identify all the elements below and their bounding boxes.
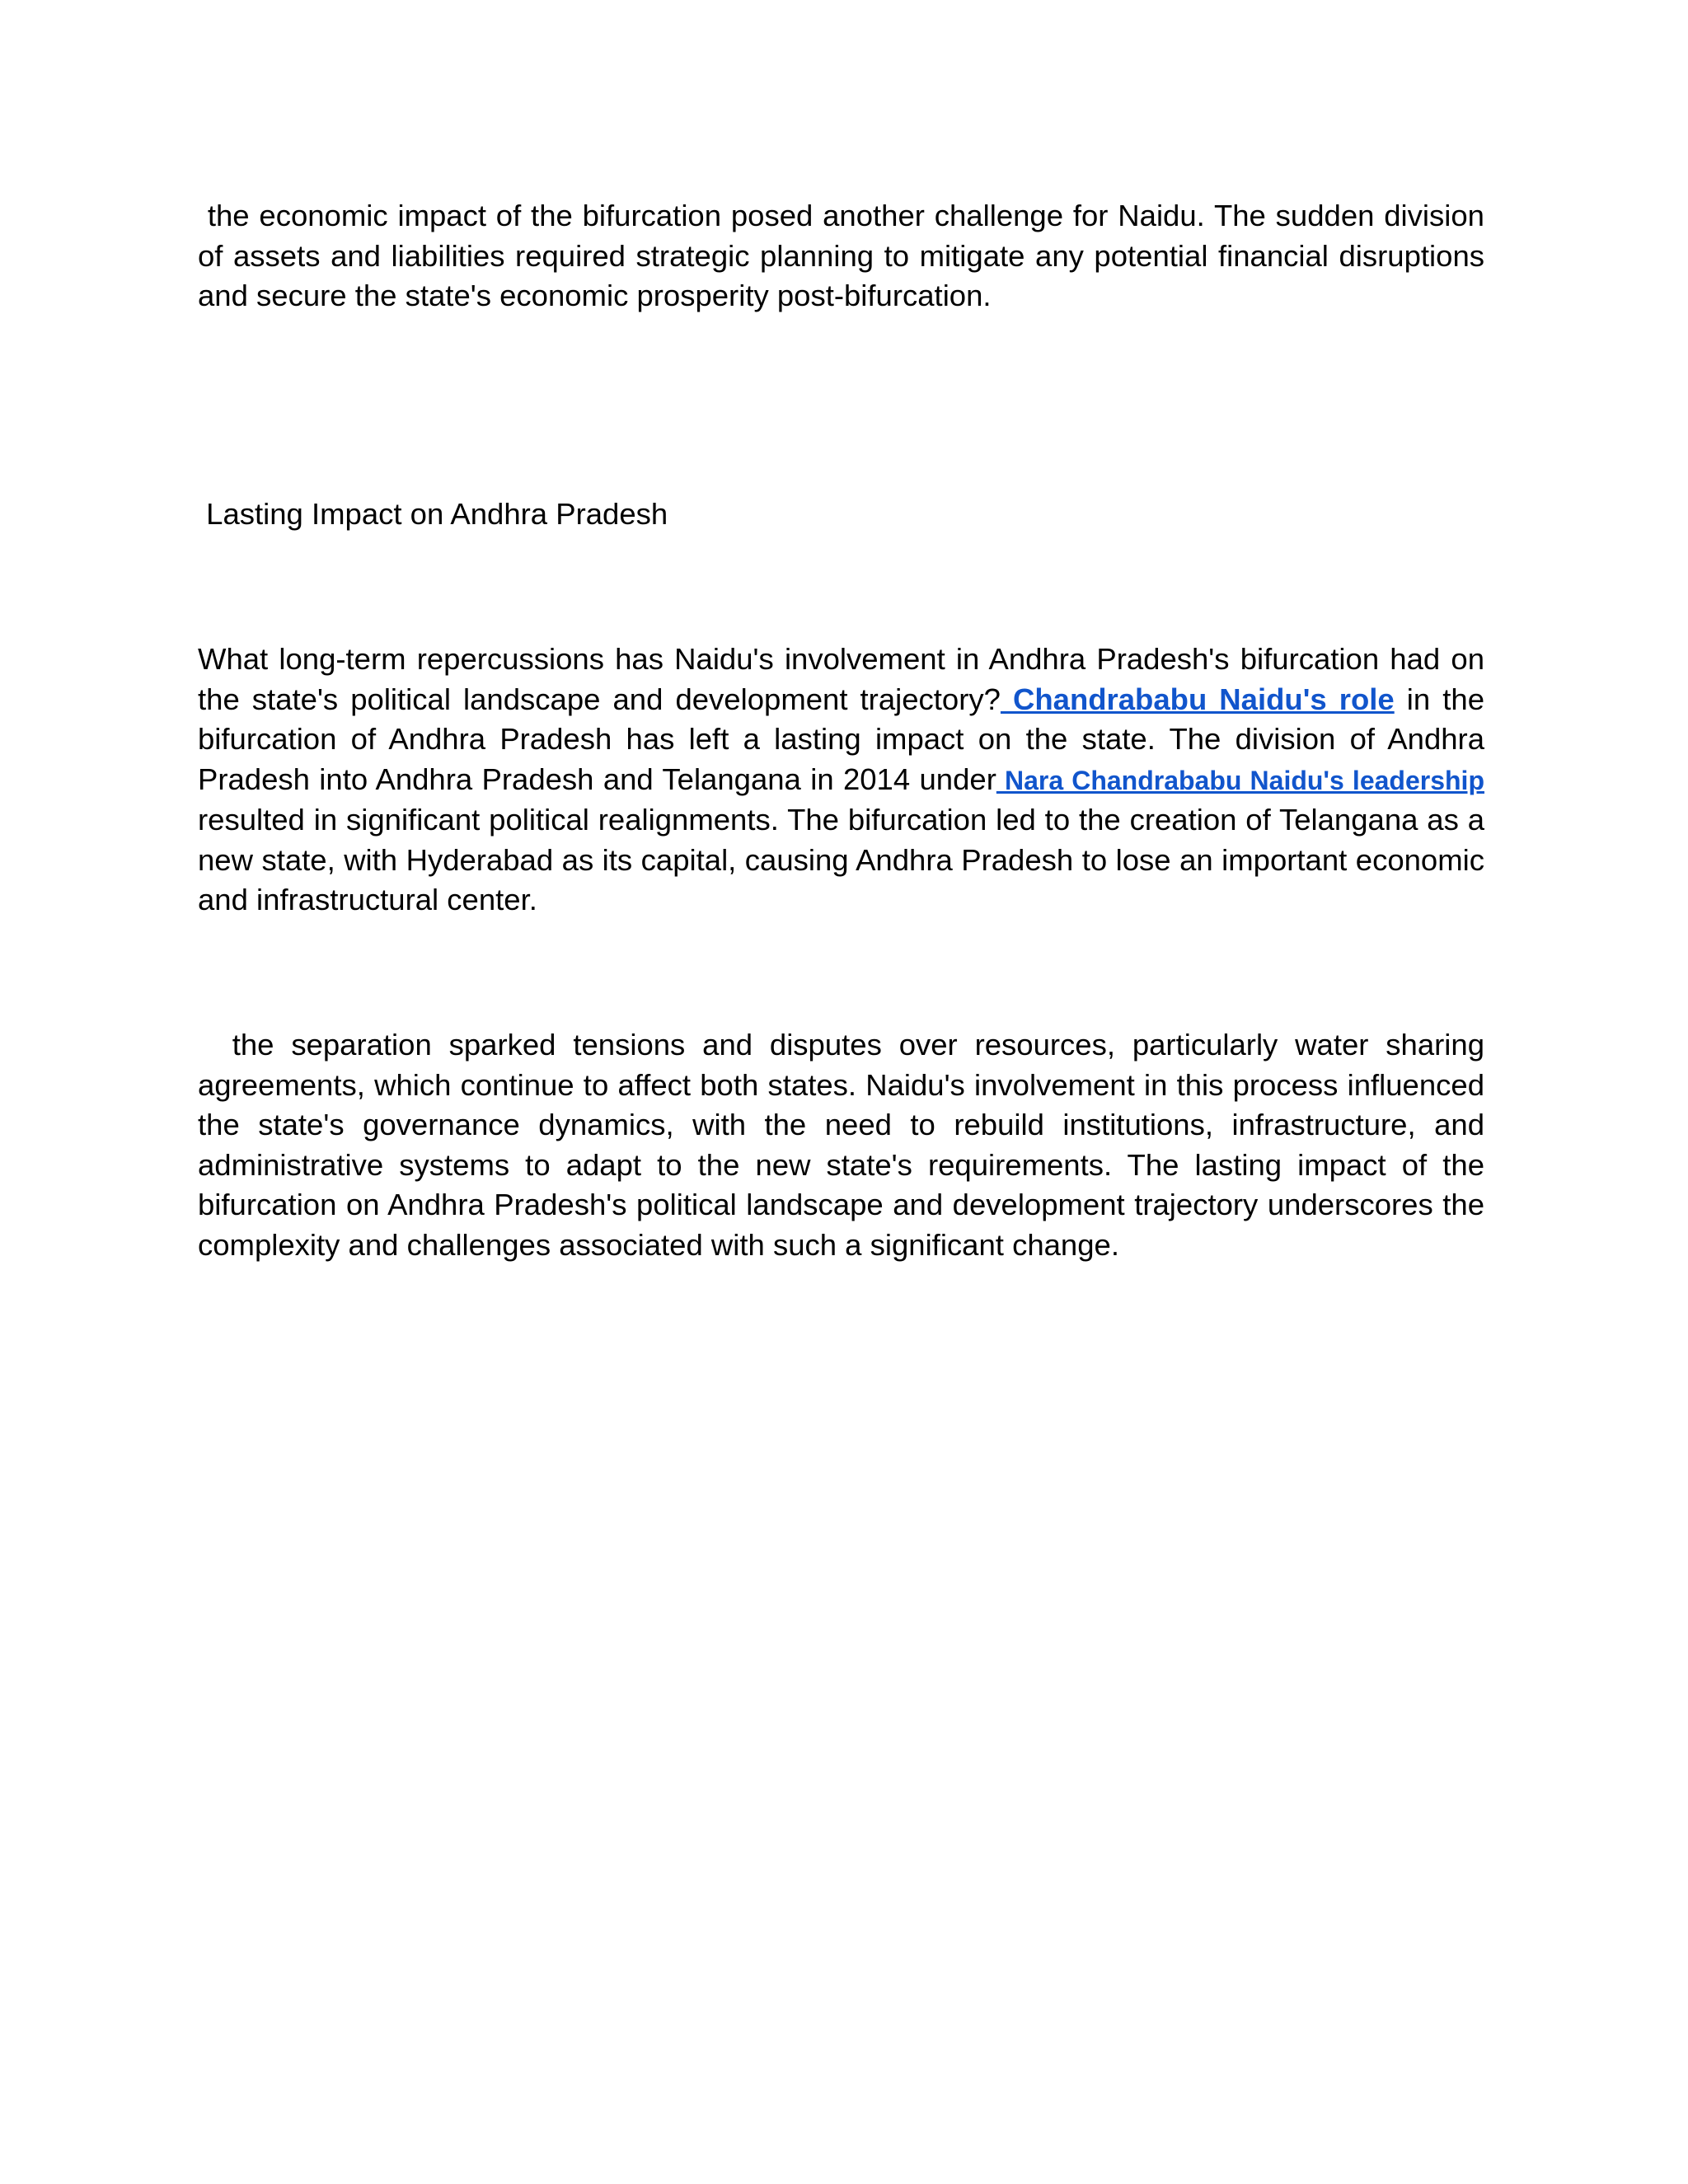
paragraph-text-segment: What long-term repercussions has Naidu's involvement in Andhra Pradesh's bifurcation had on the state's political landscape and development trajectory?: [198, 642, 1493, 716]
paragraph-separation-tensions: the separation sparked tensions and disputes over resources, particularly water sharing agreements, which continue to affect both states. Naidu's involvement in this process influenced the state's governance dynamics, with the need to rebuild institutions, infrastructure, and administrative systems to adapt to the new state's requirements. The lasting impact of the bifurcation on Andhra Pradesh's political landscape and development trajectory underscores the complexity and challenges associated with such a significant change.: [198, 1028, 1493, 1262]
chandrababu-naidu-role-link[interactable]: Chandrababu Naidu's role: [1000, 682, 1395, 716]
section-heading: Lasting Impact on Andhra Pradesh: [198, 497, 668, 531]
paragraph-text-segment: in the bifurcation of Andhra Pradesh has left a lasting impact on the state. The division of Andhra Pradesh into Andhra Pradesh and Telangana in 2014 under: [198, 682, 1493, 796]
nara-chandrababu-naidu-leadership-link[interactable]: Nara Chandrababu Naidu's leadership: [996, 765, 1484, 795]
paragraph-economic-impact: the economic impact of the bifurcation posed another challenge for Naidu. The sudden division of assets and liabilities required strategic planning to mitigate any potential financial disruptions and secure the state's economic prosperity post-bifurcation.: [198, 199, 1493, 312]
paragraph-text-segment: resulted in significant political realignments. The bifurcation led to the creation of Telangana as a new state, with Hyderabad as its capital, causing Andhra Pradesh to lose an important economic and infrastructural center.: [198, 762, 1493, 916]
paragraph-long-term-repercussions: [198, 640, 1493, 921]
